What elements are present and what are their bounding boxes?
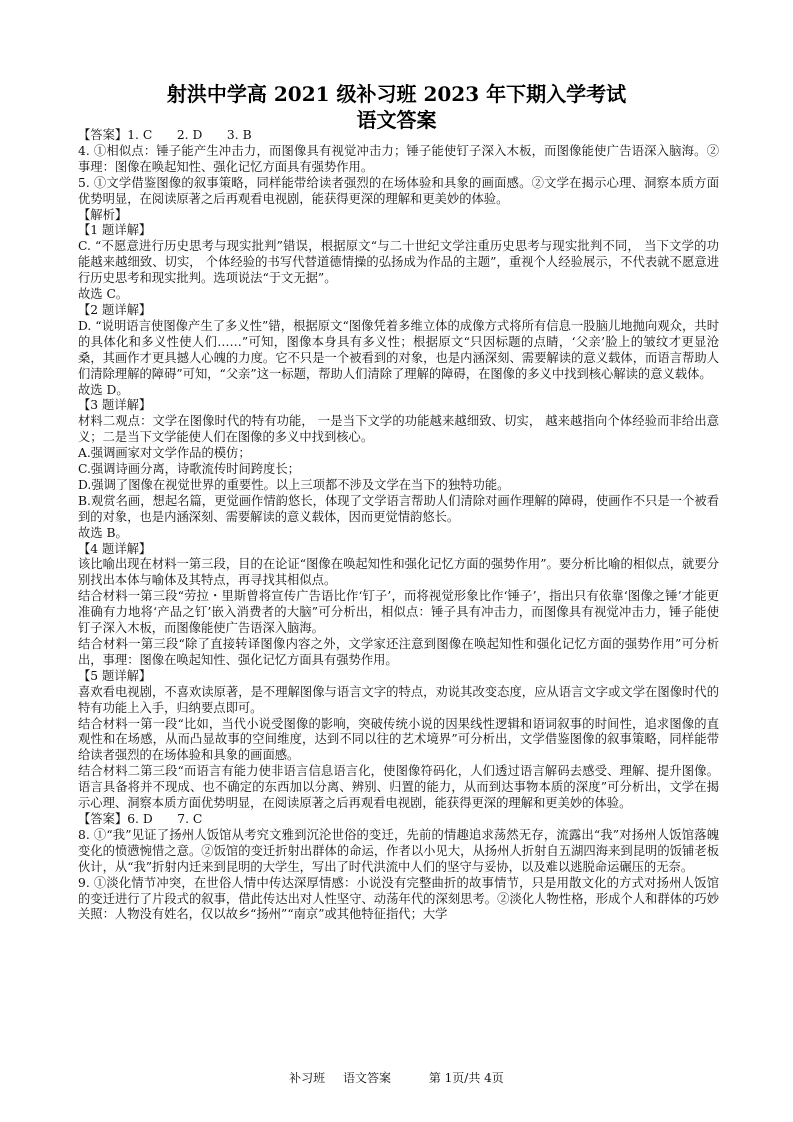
- q5-intro: 喜欢看电视剧，不喜欢读原著，是不理解图像与语言文字的特点，劝说其改变态度，应从语言文字或文学在图像时代的特有功能上入手，归纳要点即可。: [78, 684, 719, 715]
- section-heading-q4: 【4 题详解】: [78, 541, 152, 556]
- answer-item-5: 5. ①文学借鉴图像的叙事策略，同样能带给读者强烈的在场体验和具象的画面感。②文学在揭示心理、洞察本质方面优势明显，在阅读原著之后再观看电视剧，能获得更深的理解和更美妙的体验。: [78, 175, 719, 206]
- document-subtitle: 语文答案: [356, 108, 437, 132]
- q1-conclusion: 故选 C。: [78, 287, 129, 302]
- q4-intro: 该比喻出现在材料一第三段，目的在论证“图像在唤起知性和强化记忆方面的强势作用”。要分析比喻的相似点，就要分别找出本体与喻体及其特点，再寻找其相似点。: [78, 557, 719, 588]
- answer-item-4: 4. ①相似点：锤子能产生冲击力，而图像具有视觉冲击力；锤子能使钉子深入木板，而图像能使广告语深入脑海。②事理：图像在唤起知性、强化记忆方面具有强势作用。: [78, 143, 719, 174]
- q5-analysis-1: 结合材料一第一段“比如，当代小说受图像的影响，突破传统小说的因果线性逻辑和语词叙事的时间性，追求图像的直观性和在场感，从而凸显故事的空间维度，达到不同以往的艺术境界”可分析出，文学借鉴图像的叙事策略，同样能带给读者强烈的在场体验和具象的画面感。: [78, 716, 719, 763]
- section-heading-q3: 【3 题详解】: [78, 398, 152, 413]
- footer-page-number: 第 1页/共 4页: [428, 1071, 504, 1085]
- answer-content: [78, 128, 719, 923]
- q3-analysis: 材料二观点：文学在图像时代的特有功能， 一是当下文学的功能越来越细致、切实， 越来越指向个体经验而非给出意义；二是当下文学能使人们在图像的多义中找到核心。: [78, 414, 719, 445]
- page-footer: [0, 1070, 793, 1086]
- q4-analysis-1: 结合材料一第三段“劳拉・里斯曾将宣传广告语比作‘钉子’，而将视觉形象比作‘锤子’，指出只有依靠‘图像之锤’才能更准确有力地将‘产品之钉’嵌入消费者的大脑”可分析出，相似点：锤子具有冲击力，而图像具有视觉冲击力，锤子能使钉子深入木板，而图像能使广告语深入脑海。: [78, 589, 719, 636]
- q3-option-b: B.观赏名画，想起名篇，更觉画作情韵悠长，体现了文学语言帮助人们清除对画作理解的障碍，使画作不只是一个被看到的对象，也是内涵深刻、需要解读的意义载体，因而更觉情韵悠长。: [78, 493, 719, 524]
- q2-analysis: D. “说明语言使图像产生了多义性”错，根据原文“图像凭着多维立体的成像方式将所有信息一股脑儿地抛向观众，共时的具体化和多义性使人们……”可知，图像本身具有多义性；根据原文“只因标题的点睛，‘父亲’脸上的皱纹才更显沧桑，其画作才更具撼人心魄的力度。它不只是一个被看到的对象，也是内涵深刻、需要解读的意义载体，而语言帮助人们清除理解的障碍”可知，“父亲”这一标题，帮助人们清除了理解的障碍，在图像的多义中找到核心解读的意义载体。: [78, 318, 719, 381]
- q4-analysis-2: 结合材料一第三段“除了直接转译图像内容之外，文学家还注意到图像在唤起知性和强化记忆方面的强势作用”可分析出，事理：图像在唤起知性、强化记忆方面具有强势作用。: [78, 637, 719, 667]
- answer-key-line-2: 【答案】6. D 7. C: [78, 811, 203, 826]
- q3-option-a: A.强调画家对文学作品的模仿；: [78, 446, 251, 461]
- q1-analysis: C. “不愿意进行历史思考与现实批判”错误，根据原文“与二十世纪文学注重历史思考与现实批判不同， 当下文学的功能越来越细致、切实， 个体经验的书写代替道德情操的弘扬成为作品的主题”，重视个人经验展示，不代表就不愿意进行历史思考和现实批判。选项说法“于文无据”。: [78, 239, 719, 286]
- document-title: 射洪中学高 2021 级补习班 2023 年下期入学考试: [166, 82, 627, 106]
- q3-conclusion: 故选 B。: [78, 525, 128, 540]
- answer-item-8: 8. ①“我”见证了扬州人饭馆从考究文雅到沉沦世俗的变迁，先前的情趣追求荡然无存，流露出“我”对扬州人饭馆落魄变化的愤懑惋惜之意。②饭馆的变迁折射出群体的命运，作者以小见大，从扬州人折射自五湖四海来到昆明的饭铺老板伙计，从“我”折射内迁来到昆明的大学生，写出了时代洪流中人们的坚守与妥协，以及难以逃脱命运碾压的无奈。: [78, 827, 719, 874]
- answer-key-line: 【答案】1. C 2. D 3. B: [78, 128, 252, 142]
- q3-option-c: C.强调诗画分离，诗歌流传时间跨度长；: [78, 462, 300, 477]
- section-heading-q5: 【5 题详解】: [78, 668, 152, 683]
- footer-subject: 语文答案: [343, 1071, 392, 1085]
- q5-analysis-2: 结合材料二第三段“而语言有能力使非语言信息语言化，使图像符码化，人们透过语言解码去感受、理解、提升图像。语言具备将并不现成、也不确定的东西加以分离、辨别、归置的能力，从而到达事物本质的深度”可分析出，文学在揭示心理、洞察本质方面优势明显，在阅读原著之后再观看电视剧，能获得更深的理解和更美妙的体验。: [78, 764, 719, 811]
- footer-class: 补习班: [289, 1071, 326, 1085]
- q2-conclusion: 故选 D。: [78, 382, 129, 397]
- section-heading-q2: 【2 题详解】: [78, 302, 152, 317]
- section-heading-q1: 【1 题详解】: [78, 223, 152, 238]
- answer-item-9: 9. ①淡化情节冲突，在世俗人情中传达深厚情感：小说没有完整曲折的故事情节，只是用散文化的方式对扬州人饭馆的变迁进行了片段式的叙事，借此传达出对人性坚守、动荡年代的深刻思考。②淡化人物性格，形成个人和群体的巧妙关照：人物没有姓名，仅以故乡“扬州”“南京”或其他特征指代；大学: [78, 875, 719, 922]
- section-heading-analysis: 【解析】: [78, 207, 128, 222]
- q3-option-d: D.强调了图像在视觉世界的重要性。以上三项都不涉及文学在当下的独特功能。: [78, 477, 510, 492]
